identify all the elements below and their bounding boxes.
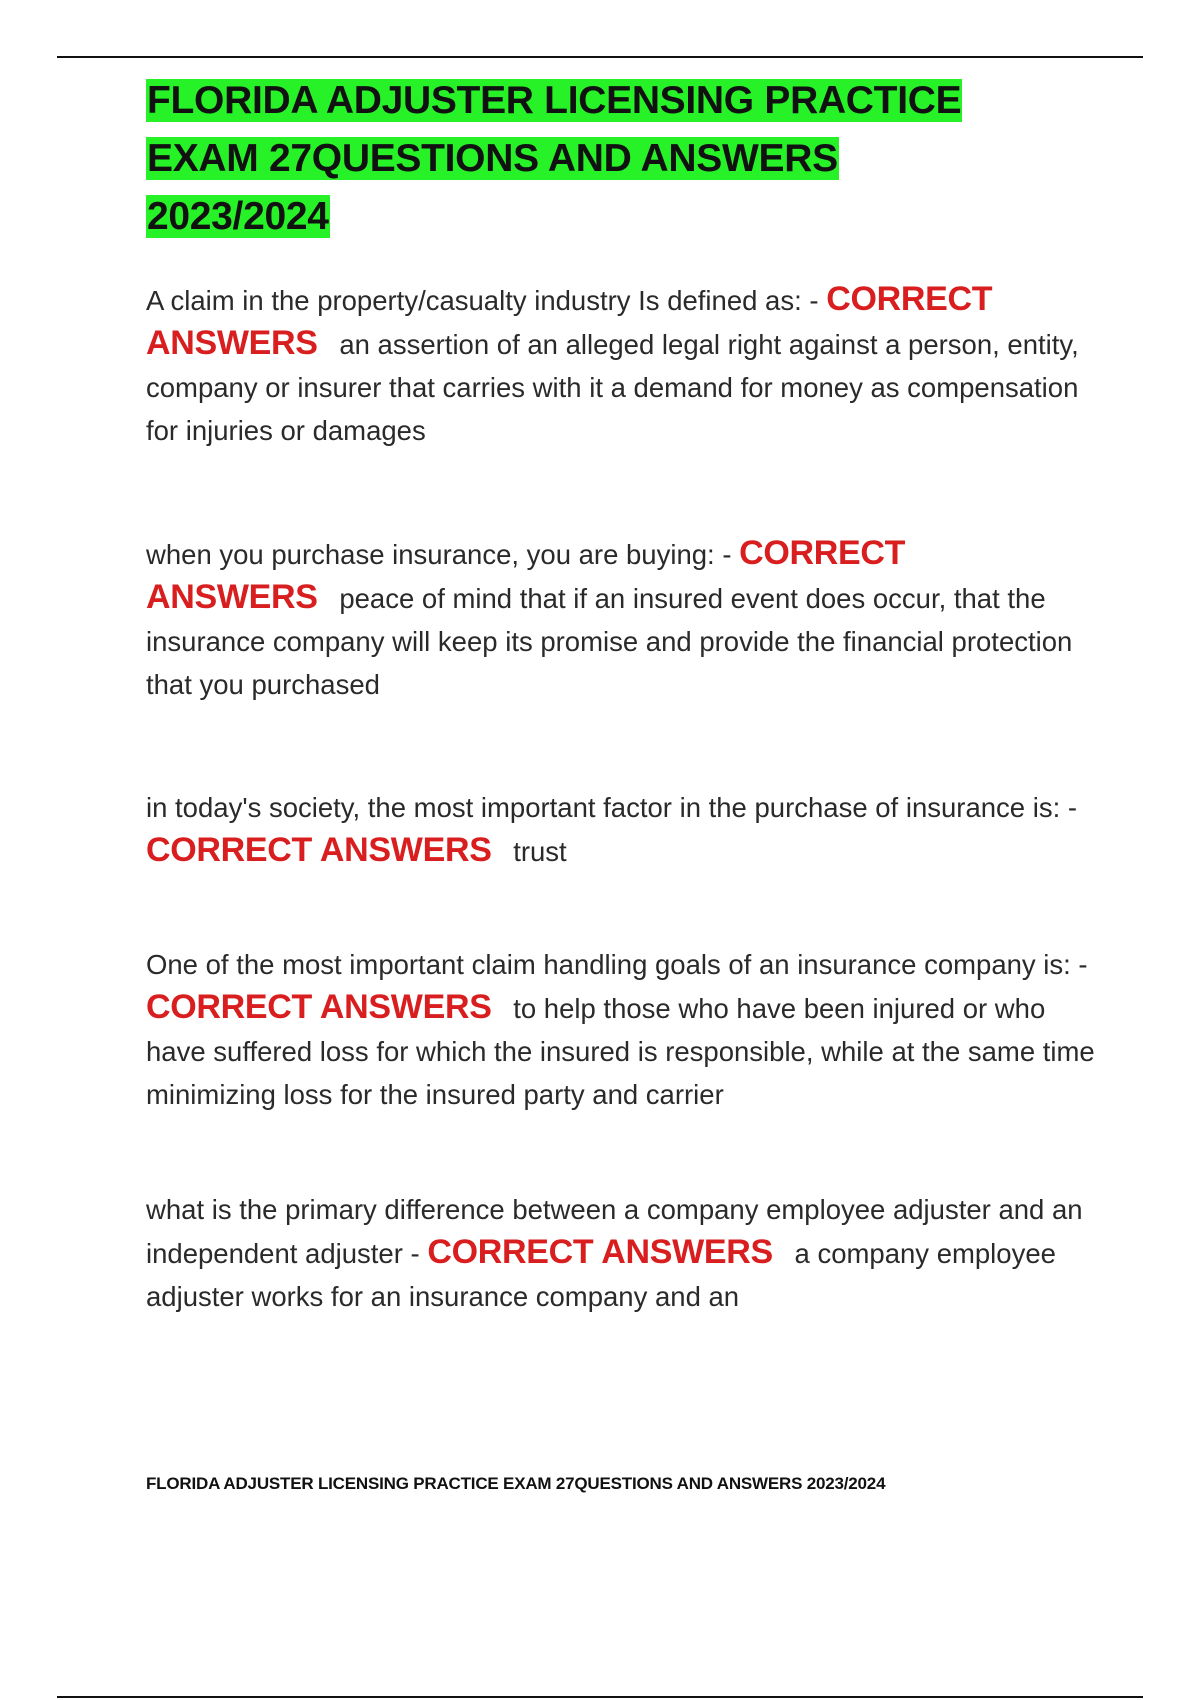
qa-item-3: [146, 786, 1096, 873]
question-text: in today's society, the most important factor in the purchase of insurance is: -: [146, 792, 1078, 823]
document-title: [146, 72, 1096, 246]
qa-item-1: [146, 278, 1096, 452]
qa-item-5: [146, 1188, 1096, 1318]
answer-text: a company employee adjuster works for an insurance company and an: [146, 1238, 1056, 1312]
bottom-rule: [57, 1696, 1143, 1698]
answer-text: an assertion of an alleged legal right against a person, entity, company or insurer that carries with it a demand for money as compensation for injuries or damages: [146, 329, 1079, 446]
correct-answers-tag: CORRECT ANSWERS: [146, 534, 906, 616]
page-footer: FLORIDA ADJUSTER LICENSING PRACTICE EXAM 27QUESTIONS AND ANSWERS 2023/2024: [146, 1474, 886, 1493]
question-text: One of the most important claim handling goals of an insurance company is: -: [146, 949, 1088, 980]
question-text: when you purchase insurance, you are buying: -: [146, 539, 732, 570]
answer-text: to help those who have been injured or who have suffered loss for which the insured is responsible, while at the same time minimizing loss for the insured party and carrier: [146, 993, 1095, 1110]
title-line-3: 2023/2024: [147, 195, 329, 238]
answer-text: peace of mind that if an insured event does occur, that the insurance company will keep its promise and provide the financial protection that you purchased: [146, 583, 1073, 700]
title-line-1: FLORIDA ADJUSTER LICENSING PRACTICE: [147, 79, 962, 122]
correct-answers-tag: CORRECT ANSWERS: [146, 280, 993, 362]
answer-text: trust: [513, 836, 567, 867]
correct-answers-tag: CORRECT ANSWERS: [146, 988, 492, 1026]
title-line-2: EXAM 27QUESTIONS AND ANSWERS: [147, 137, 838, 180]
qa-item-4: [146, 943, 1096, 1116]
correct-answers-tag: CORRECT ANSWERS: [146, 831, 492, 869]
qa-item-2: [146, 532, 1096, 706]
question-text: what is the primary difference between a company employee adjuster and an independent adjuster -: [146, 1194, 1083, 1269]
correct-answers-tag: CORRECT ANSWERS: [427, 1233, 773, 1271]
top-rule: [57, 56, 1143, 58]
document-body: [146, 72, 1096, 1318]
question-text: A claim in the property/casualty industry Is defined as: -: [146, 285, 819, 316]
